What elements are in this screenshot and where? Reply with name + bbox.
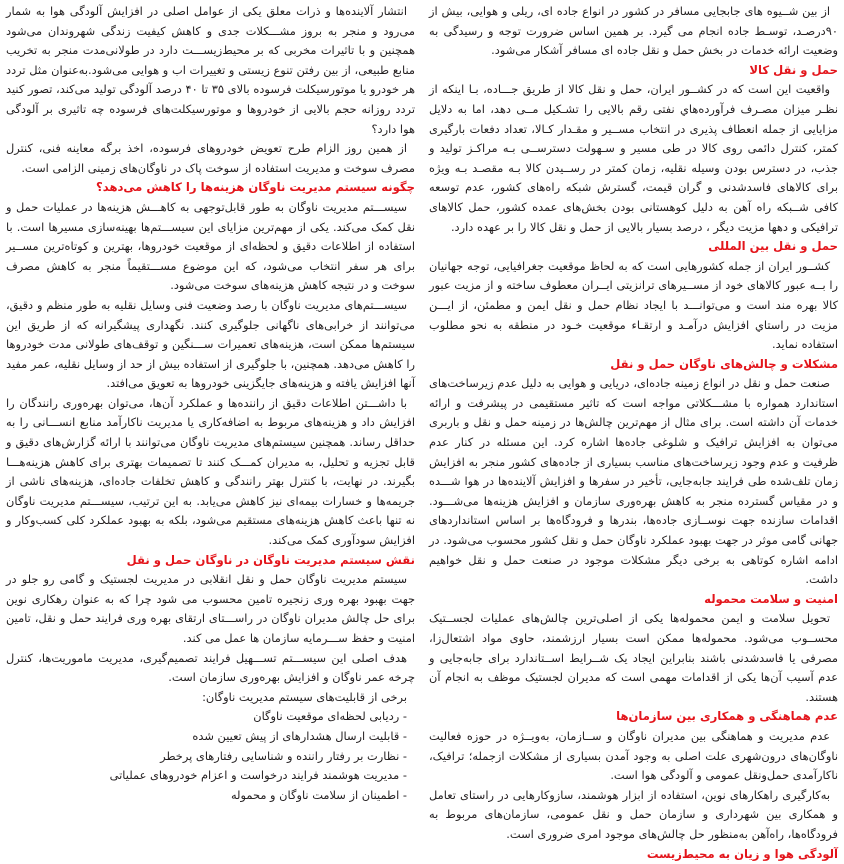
feature-list-item: - اطمینان از سلامت ناوگان و محموله — [230, 787, 407, 802]
section-heading: نقش سیستم مدیریت ناوگان در ناوگان حمل و نقل — [126, 552, 415, 567]
paragraph: برخی از قابلیت‌های سیستم مدیریت ناوگان: — [202, 689, 407, 704]
section-heading: آلودگی هوا و زیان به محیط‌زیست — [646, 846, 838, 861]
section-heading: مشکلات و چالش‌های ناوگان حمل و نقل — [610, 356, 838, 371]
article-column-right — [429, 2, 838, 861]
section-heading: امنیت و سلامت محموله — [704, 591, 838, 606]
paragraph: واقعیت این است که در کشــور ایران، حمل و نقل کالا از طریق جـــاده، بـا اینکه از نظـر میزان مصـرف فرآورده‌هاي نفتی رقم بالایی را تشـکیل مــی دهد، اما به دلایل مزایایی از جمله انعطاف پذیری در انتخاب مســیر و مقـدار کـالا، تعداد دفعات بارگیری کمتر، کنترل دائمی روی کالا در طی مسیر و سـهولت دسترســی بـه مراکـز تولید و جذب، در دسترس بودن وسیله نقلیه، زمان کمتر در رســیدن کالا بـه مقصـد بـه ویژه برای کالاهای فاسدشدنی و گران قیمت، گسترش شبکه راه‌های کشور، عدم توسعه کافی شــبکه راه آهن به دلیل کوهستانی بودن بخش‌های عمده کشور، حمل کالاهای ترافیکی و دهها مزیت دیگر ، درصد بسیار بالایی از حمل و نقل کالا را بر عهده دارد. — [429, 82, 838, 234]
paragraph: کشــور ایران از جمله کشورهایی است که به لحاظ موقعیت جغرافیایی، توجه جهانیان را بــه عبور کالاهای خود از مســیرهای ترانزیتی ایــران معطوف ساخته و از مزیت عبور کالا بهره مند است و می‌توانـــد با ایجاد نظام حمل و نقل ایمن و مطمئن، از ایـــن مزیت در راستاي افزایش درآمـد و ارتقـاء موقعیت خـود در منطقه به نحو مطلوب استفاده نماید. — [429, 258, 838, 352]
paragraph: سیســـتم‌های مدیریت ناوگان با رصد وضعیت فنی وسایل نقلیه به طور منظم و دقیق، می‌توانند از خرابی‌های ناگهانی جلوگیری کنند. نگهداری پیشگیرانه که از طریق این سیستم‌ها ممکن است، هزینه‌های تعمیرات ســـنگین و توقف‌های طولانی مدت خودروها را کاهش می‌دهد. همچنین، با جلوگیری از استفاده بیش از حد از وسایل نقلیه، عمر مفید آنها افزایش یافته و هزینه‌های جایگزینی خودروها به تعویق می‌افتد. — [6, 297, 415, 391]
paragraph: از همین روز الزام طرح تعویض خودروهای فرسوده، اخذ برگه معاینه فنی، کنترل مصرف سوخت و مدیریت استفاده از سوخت پاک در ناوگان‌های زمینی الزامی است. — [6, 141, 415, 175]
feature-list — [6, 707, 415, 805]
paragraph: سیســـتم مدیریت ناوگان به طور قابل‌توجهی به کاهـــش هزینه‌ها در عملیات حمل و نقل کمک می‌کند. یکی از مهم‌ترین مزایای این سیســـتم‌ها بهینه‌سازی مسیرها است. با استفاده از اطلاعات دقیق و لحظه‌ای از موقعیت خودروها، بهترین و کوتاه‌ترین مســیر برای هر سفر انتخاب می‌شود، که این موضوع مســـتقیماً منجر به کاهش مصرف سوخت و در نتیجه کاهش هزینه‌های سوخت می‌شود. — [6, 199, 415, 293]
feature-list-item: - مدیریت هوشمند فرایند درخواست و اعزام خودروهای عملیاتی — [109, 768, 407, 783]
article-column-left — [6, 2, 415, 802]
section-heading: عدم هماهنگی و همکاری بین سازمان‌ها — [616, 709, 838, 724]
section-heading: حمل و نقل بین المللی — [708, 239, 838, 254]
paragraph: از بین شــیوه های جابجایی مسافر در کشور در انواع جاده ای، ریلی و هوایی، بیش از ۹۰درصـد، توسـط جاده انجام می گیرد. بر همین اساس ضرورت توجه و رسیدگی به وضعیت ارائه خدمات در بخش حمل و نقل جاده ای مسافر آشکار می‌شود. — [429, 4, 838, 58]
feature-list-item: - ردیابی لحظه‌ای موقعیت ناوگان — [253, 709, 407, 724]
paragraph: تحویل سلامت و ایمن محموله‌ها یکی از اصلی‌ترین چالش‌های عملیات لجســتیک محســوب می‌شود. محموله‌ها ممکن است بسیار ارزشمند، حاوی مواد اشتعال‌زا، مصرفی یا فاسدشدنی باشند بنابراین ایجاد یک شــرایط اســتاندارد برای جابه‌جایی و عدم آسیب آن‌ها یکی از اقدامات مهمی است که مدیران لجستیک موظف به انجام آن هستند. — [429, 611, 838, 704]
section-heading: چگونه سیستم مدیریت ناوگان هزینه‌ها را کاهش می‌دهد؟ — [96, 180, 415, 195]
feature-list-item: - قابلیت ارسال هشدارهای از پیش تعیین شده — [192, 728, 407, 743]
paragraph: صنعت حمل و نقل در انواع زمینه جاده‌ای، دریایی و هوایی به دلیل عدم زیرساخت‌های استاندارد همواره با مشـــکلاتی مواجه است که تاثیر مستقیمی در پیشرفت و ارائه خدمات آن داشته است. برای مثال از مهم‌ترین چالش‌ها در زمینه حمل و نقل و باربری می‌توان به افزایش ترافیک و شلوغی جاده‌ها اشاره کرد. این مسئله در کنار عدم ظرفیت و عدم وجود زیرساخت‌های مناسب بسیاری از جاده‌های کشور منجر به افزایش زمان تلف‌شده طی فرایند جابه‌جایی، تأخیر در سفرها و افزایش آلاینده‌ها در هوا شـــده و در مقیاس گسترده منجر به کاهش بهره‌وری سازمان و افزایش هزینه‌ها می‌شـــود. اقدامات سازنده جهت نوســازی جاده‌ها، بندرها و فرودگاه‌ها بر اساس استانداردهای جهانی گامی موثر در جهت بهبود عملکرد ناوگان حمل و نقل کشور محسوب می‌شود. در ادامه اشاره کوتاهی به برخی دیگر مشکلات موجود در صنعت حمل و نقل خواهیم داشت. — [429, 376, 838, 587]
section-heading: حمل و نقل کالا — [749, 62, 838, 77]
paragraph: هدف اصلی این سیســـتم تســـهیل فرایند تصمیم‌گیری، مدیریت ماموریت‌ها، کنترل چرخه عمر ناوگان و افزایش بهره‌وری سازمان است. — [6, 650, 415, 685]
feature-list-item: - نظارت بر رفتار راننده و شناسایی رفتارهای پرخطر — [160, 748, 407, 763]
paragraph: عدم مدیریت و هماهنگی بین مدیران ناوگان و ســازمان، به‌ویــژه در حوزه فعالیت ناوگان‌های درون‌شهری علت اصلی به وجود آمدن بسیاری از مشکلات ازجمله؛ ترافیک، ناکارآمدی حمل‌ونقل عمومی و آلودگی هوا است. — [429, 728, 838, 783]
paragraph: سیستم مدیریت ناوگان حمل و نقل انقلابی در مدیریت لجستیک و گامی رو جلو در جهت بهبود بهره وری زنجیره تامین محسوب می شود چرا که به عنوان رهکاری نوین برای حل چالش مدیران ناوگان در راســـتای ارتقای بهره وری فرایند حمل و نقل، تامین امنیت و حفظ ســـرمایه سازمان ها عمل می کند. — [6, 572, 415, 645]
paragraph: انتشار آلاینده‌ها و ذرات معلق یکی از عوامل اصلی در افزایش آلودگی هوا به شمار می‌رود و منجر به بروز مشـــکلات جدی و کاهش کیفیت زندگی شهروندان می‌شود همچنین و با تاثیرات مخربی که بر محیط‌زیســـت دارد در طولانی‌مدت منجر به تخریب منابع طبیعی، از بین رفتن تنوع زیستی و تغییرات اب و هوایی می‌شود.به‌عنوان مثل تردد هر خودرو یا موتورسیکلت فرسوده بالای ۳۵ تا ۴۰ درصد آلودگی تولید می‌کند، تصور کنید تردد روزانه حجم بالایی از خودروها و موتورسیکلت‌های فرسوده چه تاثیری بر آلودگی هوا دارد؟ — [6, 4, 415, 136]
paragraph: با داشـــتن اطلاعات دقیق از راننده‌ها و عملکرد آن‌ها، می‌توان بهره‌وری رانندگان را افزایش داد و هزینه‌های مربوط به اضافه‌کاری یا مدیریت ناکارآمد منابع انســـانی را به حداقل رساند. همچنین سیستم‌های مدیریت ناوگان می‌توانند با ارائه گزارش‌های دقیق و قابل تجزیه و تحلیل، به مدیران کمـــک کنند تا تصمیمات بهتری برای کاهش هزینه‌هـــا بگیرند. در نهایت، با کنترل بهتر رانندگی و کاهش تخلفات جاده‌ای، هزینه‌های ناشی از جریمه‌ها و خسارات بیمه‌ای نیز کاهش می‌یابد. به این ترتیب، سیســـتم مدیریت ناوگان نه تنها باعث کاهش هزینه‌های مستقیم می‌شود، بلکه به بهبود عملکرد کلی کسب‌وکار و افزایش سودآوری کمک می‌کند. — [6, 395, 415, 548]
paragraph: به‌کارگیری راهکارهای نوین، استفاده از ابزار هوشمند، سازوکارهایی در راستای تعامل و همکاری بین شهرداری و سازمان حمل و نقل عمومی، سازمان‌های مربوط به فرودگاه‌ها، راه‌آهن به‌منظور حل چالش‌های موجود امری ضروری است. — [429, 787, 838, 841]
